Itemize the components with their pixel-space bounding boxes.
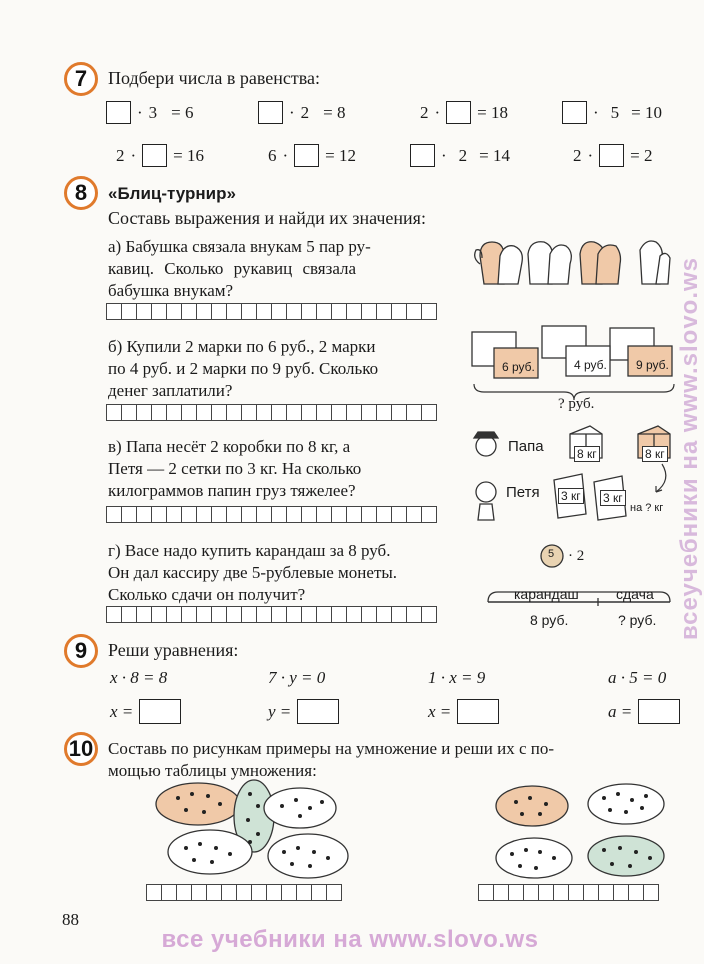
answer-cell[interactable] — [161, 884, 177, 901]
box-weight: 8 кг — [642, 446, 668, 462]
watermark-bottom: все учебники на www.slovo.ws — [161, 926, 539, 953]
answer-box[interactable] — [562, 101, 587, 124]
answer-cell[interactable] — [301, 404, 317, 421]
answer-cell[interactable] — [121, 303, 137, 320]
answer-cell[interactable] — [478, 884, 494, 901]
answer-cells[interactable] — [106, 303, 436, 320]
answer-cell[interactable] — [151, 506, 167, 523]
watermark-side: всеучебники на www.slovo.ws — [676, 256, 703, 640]
answer-cell[interactable] — [361, 606, 377, 623]
equation — [268, 144, 356, 167]
task-7-number: 7 — [64, 62, 98, 96]
answer-cell[interactable] — [211, 303, 227, 320]
loads-drawing — [470, 424, 678, 534]
task-9-title: Реши уравнения: — [108, 640, 239, 660]
equation — [410, 144, 510, 167]
answer-cell[interactable] — [391, 404, 407, 421]
answer-cell[interactable] — [286, 506, 302, 523]
answer-cell[interactable] — [523, 884, 539, 901]
answer — [428, 699, 499, 724]
task-8v-text — [108, 436, 463, 502]
answer-box[interactable] — [599, 144, 624, 167]
answer-cell[interactable] — [181, 506, 197, 523]
answer-cell[interactable] — [241, 606, 257, 623]
answer-cell[interactable] — [121, 506, 137, 523]
task-7-title: Подбери числа в равенства: — [108, 68, 320, 88]
answer-cell[interactable] — [256, 303, 272, 320]
factor: 6 — [268, 145, 277, 165]
answer-cell[interactable] — [136, 303, 152, 320]
answer-cell[interactable] — [136, 506, 152, 523]
answer-cell[interactable] — [191, 884, 207, 901]
answer-cell[interactable] — [553, 884, 569, 901]
mittens-illustration — [470, 234, 675, 290]
answer-cell[interactable] — [346, 506, 362, 523]
answer-cell[interactable] — [236, 884, 252, 901]
stamp-price: 6 руб. — [502, 360, 535, 374]
text-line: в) Папа несёт 2 коробки по 8 кг, а — [108, 437, 351, 456]
answer-cell[interactable] — [241, 506, 257, 523]
multiply-sign: · — [587, 145, 594, 165]
answer-cell[interactable] — [136, 606, 152, 623]
answer — [110, 699, 181, 724]
equation — [106, 101, 194, 124]
answer-cell[interactable] — [316, 606, 332, 623]
answer-box[interactable] — [139, 699, 181, 724]
answer-cell[interactable] — [376, 404, 392, 421]
variable: x = — [428, 701, 452, 721]
variable: x = — [110, 701, 134, 721]
answer-cell[interactable] — [628, 884, 644, 901]
text-line: мощью таблицы умножения: — [108, 761, 317, 780]
equation — [258, 101, 346, 124]
factor: 2 — [458, 145, 468, 165]
change-label: сдача — [616, 586, 654, 602]
answer-cell[interactable] — [301, 606, 317, 623]
answer-cell[interactable] — [176, 884, 192, 901]
answer-cell[interactable] — [286, 303, 302, 320]
answer-cell[interactable] — [226, 606, 242, 623]
answer-cell[interactable] — [391, 506, 407, 523]
task-8-number: 8 — [64, 176, 98, 210]
answer-cell[interactable] — [136, 404, 152, 421]
answer-cell[interactable] — [421, 606, 437, 623]
answer-cell[interactable] — [166, 506, 182, 523]
text-line: Сколько сдачи он получит? — [108, 585, 306, 604]
answer-cell[interactable] — [206, 884, 222, 901]
answer-cell[interactable] — [211, 404, 227, 421]
result: = 2 — [630, 145, 653, 165]
equation: a · 5 = 0 — [608, 668, 667, 687]
stamp-price: 9 руб. — [636, 358, 669, 372]
answer-box[interactable] — [638, 699, 680, 724]
text-line: килограммов папин груз тяжелее? — [108, 481, 356, 500]
answer-cell[interactable] — [376, 303, 392, 320]
answer-cell[interactable] — [361, 404, 377, 421]
equation: 1 · x = 9 — [428, 668, 486, 687]
answer-box[interactable] — [446, 101, 471, 124]
result: = 10 — [631, 102, 663, 122]
task-8a-text — [108, 236, 458, 302]
answer-cell[interactable] — [241, 404, 257, 421]
variable: y = — [268, 701, 292, 721]
result: = 8 — [323, 102, 346, 122]
loads-illustration — [470, 424, 678, 534]
total-question: ? руб. — [558, 396, 595, 412]
answer-cell[interactable] — [181, 404, 197, 421]
answer-cell[interactable] — [316, 303, 332, 320]
result: = 6 — [171, 102, 194, 122]
answer-box[interactable] — [106, 101, 131, 124]
answer-cell[interactable] — [421, 506, 437, 523]
answer-cell[interactable] — [226, 303, 242, 320]
answer-cell[interactable] — [316, 404, 332, 421]
ovals-left-illustration — [150, 778, 350, 882]
answer-box[interactable] — [457, 699, 499, 724]
answer-cell[interactable] — [251, 884, 267, 901]
answer-cell[interactable] — [151, 303, 167, 320]
result: = 16 — [173, 145, 205, 165]
equation — [562, 101, 662, 124]
ovals-right-illustration — [492, 778, 672, 882]
task-8-subtitle: Составь выражения и найди их значения: — [108, 208, 426, 228]
answer-cell[interactable] — [296, 884, 312, 901]
text-line: Составь по рисункам примеры на умножение и реши их с по- — [108, 739, 555, 758]
answer-cell[interactable] — [166, 404, 182, 421]
answer-box[interactable] — [410, 144, 435, 167]
text-line: а) Бабушка связала внукам 5 пар ру- — [108, 237, 371, 256]
text-line: б) Купили 2 марки по 6 руб., 2 марки — [108, 337, 376, 356]
result: = 14 — [479, 145, 511, 165]
multiply-sign: · — [282, 145, 289, 165]
answer-cells[interactable] — [478, 884, 658, 901]
factor: 3 — [148, 102, 158, 122]
answer-cell[interactable] — [106, 404, 122, 421]
answer-cell[interactable] — [146, 884, 162, 901]
page-number: 88 — [62, 910, 79, 929]
text-line: по 4 руб. и 2 марки по 9 руб. Сколько — [108, 359, 379, 378]
equation — [573, 144, 653, 167]
answer-cell[interactable] — [226, 404, 242, 421]
answer-cell[interactable] — [376, 606, 392, 623]
answer-cell[interactable] — [121, 404, 137, 421]
answer-cell[interactable] — [196, 506, 212, 523]
answer-cell[interactable] — [406, 506, 422, 523]
answer-cell[interactable] — [221, 884, 237, 901]
answer-cell[interactable] — [241, 303, 257, 320]
answer-box[interactable] — [142, 144, 167, 167]
task-8g-text — [108, 540, 468, 606]
answer-cell[interactable] — [211, 506, 227, 523]
answer-cell[interactable] — [316, 506, 332, 523]
answer-cell[interactable] — [281, 884, 297, 901]
answer-cell[interactable] — [226, 506, 242, 523]
answer-cell[interactable] — [266, 884, 282, 901]
task-10-number: 10 — [64, 732, 98, 766]
petya-label: Петя — [506, 484, 540, 501]
answer-cell[interactable] — [361, 303, 377, 320]
answer-cell[interactable] — [331, 606, 347, 623]
answer-cell[interactable] — [286, 404, 302, 421]
answer-cell[interactable] — [286, 606, 302, 623]
answer-box[interactable] — [297, 699, 339, 724]
factor: 2 — [300, 102, 310, 122]
variable: a = — [608, 701, 633, 721]
stamp-price: 4 руб. — [574, 358, 607, 372]
answer-cell[interactable] — [346, 606, 362, 623]
text-line: денег заплатили? — [108, 381, 233, 400]
factor: 2 — [116, 145, 125, 165]
answer-cells[interactable] — [106, 506, 436, 523]
answer-cell[interactable] — [256, 506, 272, 523]
papa-label: Папа — [508, 438, 544, 455]
answer-cell[interactable] — [256, 404, 272, 421]
multiply-sign: · — [441, 145, 447, 165]
answer-cell[interactable] — [331, 404, 347, 421]
answer-box[interactable] — [294, 144, 319, 167]
equation: x · 8 = 8 — [110, 668, 168, 687]
answer-cell[interactable] — [508, 884, 524, 901]
coin-multiplier: · 2 — [568, 548, 585, 564]
answer-box[interactable] — [258, 101, 283, 124]
text-line: кавиц. Сколько рукавиц связала — [108, 259, 357, 278]
answer-cell[interactable] — [121, 606, 137, 623]
answer-cell[interactable] — [421, 303, 437, 320]
answer-cell[interactable] — [346, 303, 362, 320]
box-weight: 8 кг — [574, 446, 600, 462]
multiply-sign: · — [593, 102, 599, 122]
equation — [116, 144, 204, 167]
answer-cell[interactable] — [538, 884, 554, 901]
answer-cell[interactable] — [271, 404, 287, 421]
answer-cell[interactable] — [301, 303, 317, 320]
multiply-sign: · — [130, 145, 137, 165]
answer-cell[interactable] — [568, 884, 584, 901]
text-line: г) Васе надо купить карандаш за 8 руб. — [108, 541, 391, 560]
change-question: ? руб. — [618, 612, 657, 628]
task-10-text — [108, 738, 678, 782]
bag-weight: 3 кг — [558, 488, 584, 504]
answer-cell[interactable] — [493, 884, 509, 901]
answer-cells[interactable] — [106, 404, 436, 421]
answer-cell[interactable] — [643, 884, 659, 901]
answer-cell[interactable] — [331, 506, 347, 523]
factor: 2 — [420, 102, 429, 122]
answer-cell[interactable] — [106, 506, 122, 523]
equation: 7 · y = 0 — [268, 668, 326, 687]
answer — [268, 699, 339, 724]
answer-cell[interactable] — [391, 606, 407, 623]
factor: 5 — [610, 102, 620, 122]
answer-cell[interactable] — [271, 506, 287, 523]
result: = 12 — [325, 145, 357, 165]
difference-question: на ? кг — [630, 502, 664, 514]
task-9-number: 9 — [64, 634, 98, 668]
answer-cell[interactable] — [271, 606, 287, 623]
answer-cell[interactable] — [406, 303, 422, 320]
answer-cell[interactable] — [106, 303, 122, 320]
answer — [608, 699, 680, 724]
answer-cell[interactable] — [391, 303, 407, 320]
multiply-sign: · — [137, 102, 143, 122]
answer-cell[interactable] — [361, 506, 377, 523]
answer-cell[interactable] — [406, 404, 422, 421]
result: = 18 — [477, 102, 509, 122]
task-8b-text — [108, 336, 458, 402]
answer-cell[interactable] — [583, 884, 599, 901]
multiply-sign: · — [289, 102, 295, 122]
pencil-price: 8 руб. — [530, 612, 569, 628]
answer-cell[interactable] — [151, 404, 167, 421]
answer-cell[interactable] — [106, 606, 122, 623]
answer-cell[interactable] — [181, 303, 197, 320]
equation — [420, 101, 508, 124]
stamps-illustration — [470, 322, 678, 412]
answer-cell[interactable] — [326, 884, 342, 901]
answer-cell[interactable] — [271, 303, 287, 320]
text-line: Он дал кассиру две 5-рублевые монеты. — [108, 563, 398, 582]
text-line: Петя — 2 сетки по 3 кг. На сколько — [108, 459, 362, 478]
answer-cell[interactable] — [151, 606, 167, 623]
answer-cell[interactable] — [181, 606, 197, 623]
change-diagram — [484, 540, 674, 632]
answer-cell[interactable] — [211, 606, 227, 623]
answer-cell[interactable] — [406, 606, 422, 623]
answer-cell[interactable] — [256, 606, 272, 623]
answer-cell[interactable] — [196, 606, 212, 623]
factor: 2 — [573, 145, 582, 165]
answer-cell[interactable] — [311, 884, 327, 901]
task-8-title: «Блиц-турнир» — [108, 184, 236, 203]
multiply-sign: · — [434, 102, 441, 122]
answer-cell[interactable] — [421, 404, 437, 421]
coin-value: 5 — [548, 548, 555, 560]
answer-cell[interactable] — [598, 884, 614, 901]
answer-cell[interactable] — [196, 303, 212, 320]
answer-cell[interactable] — [166, 303, 182, 320]
answer-cell[interactable] — [346, 404, 362, 421]
pencil-label: карандаш — [514, 586, 579, 602]
answer-cell[interactable] — [376, 506, 392, 523]
answer-cell[interactable] — [301, 506, 317, 523]
answer-cell[interactable] — [331, 303, 347, 320]
answer-cell[interactable] — [613, 884, 629, 901]
text-line: бабушка внукам? — [108, 281, 234, 300]
answer-cells[interactable] — [146, 884, 341, 901]
answer-cell[interactable] — [196, 404, 212, 421]
answer-cell[interactable] — [166, 606, 182, 623]
bag-weight: 3 кг — [600, 490, 626, 506]
answer-cells[interactable] — [106, 606, 436, 623]
